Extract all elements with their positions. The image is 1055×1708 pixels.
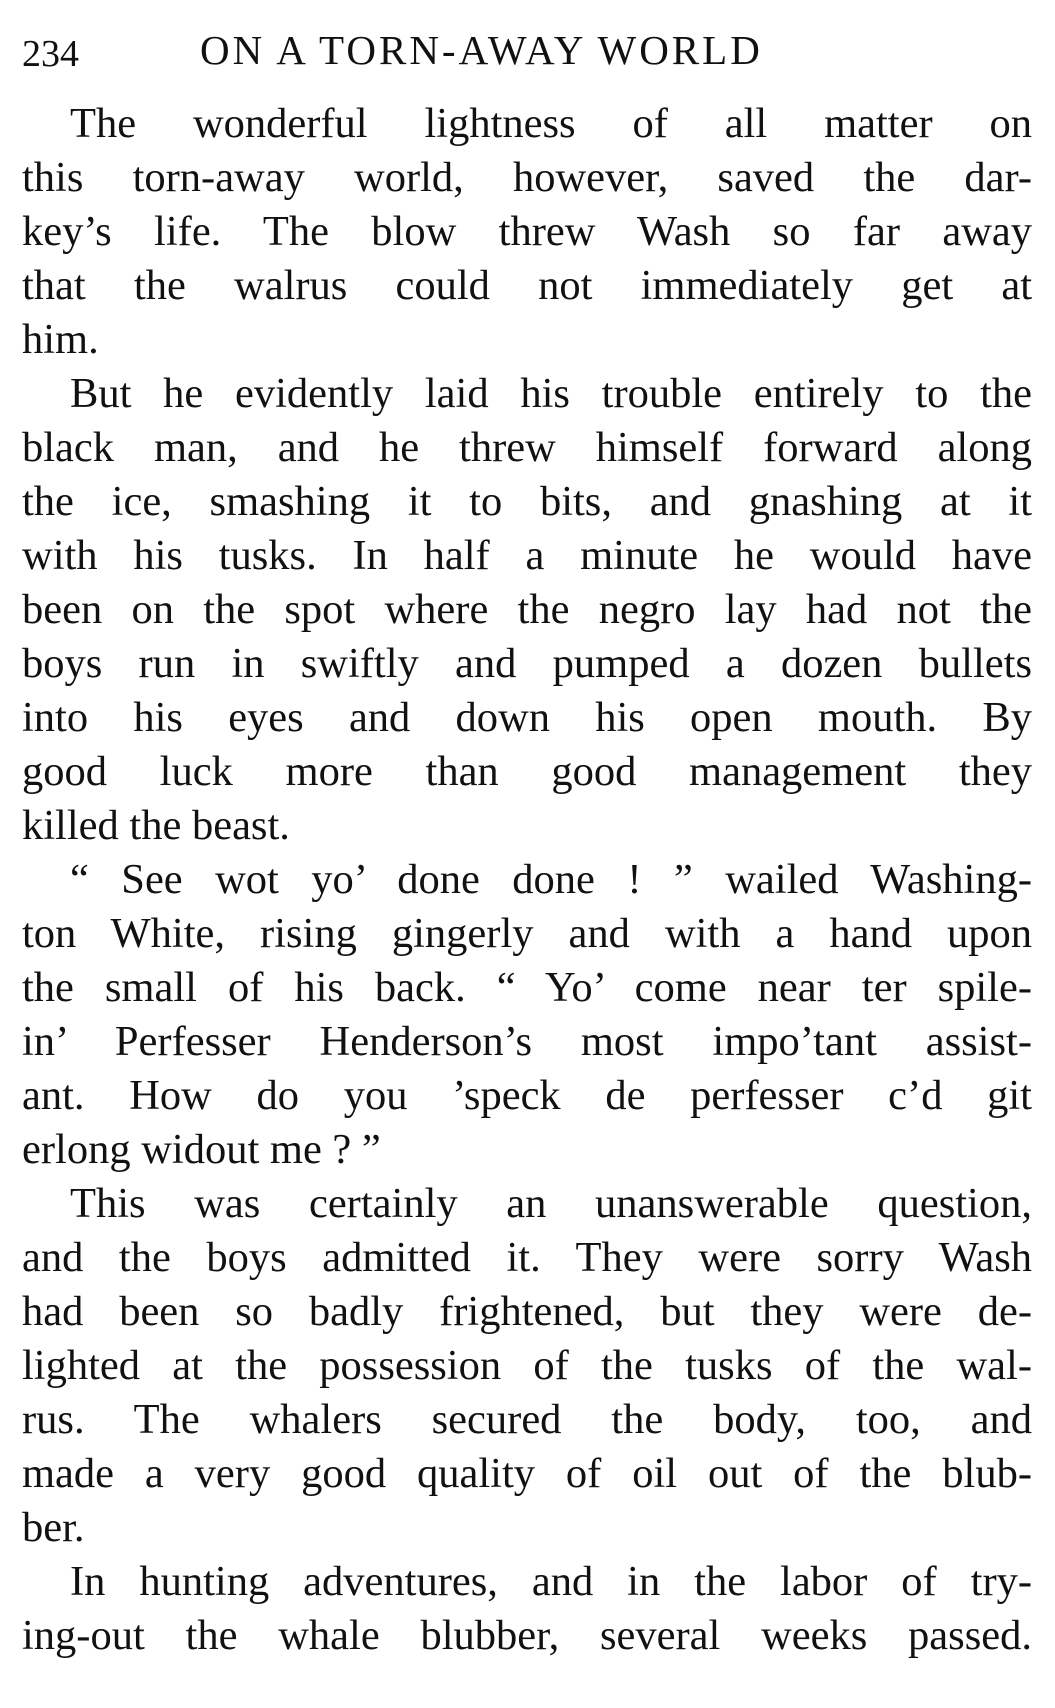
text-line: ber.	[22, 1504, 85, 1551]
text-line: “ See wot yo’ done done ! ” wailed Washing-	[70, 856, 1032, 903]
text-line: the small of his back. “ Yo’ come near ter spile-	[22, 964, 1032, 1011]
text-line: and the boys admitted it. They were sorry Wash	[22, 1234, 1032, 1281]
text-line: had been so badly frightened, but they were de-	[22, 1288, 1032, 1335]
text-line: good luck more than good management they	[22, 748, 1032, 795]
text-line: lighted at the possession of the tusks of the wal-	[22, 1342, 1032, 1389]
body-text	[22, 97, 1032, 1663]
text-line: erlong widout me ? ”	[22, 1126, 381, 1173]
text-line: boys run in swiftly and pumped a dozen bullets	[22, 640, 1032, 687]
text-line: key’s life. The blow threw Wash so far away	[22, 208, 1032, 255]
text-line: that the walrus could not immediately get at	[22, 262, 1032, 309]
text-line: made a very good quality of oil out of the blub-	[22, 1450, 1032, 1497]
text-line: But he evidently laid his trouble entirely to the	[70, 370, 1032, 417]
text-line: rus. The whalers secured the body, too, and	[22, 1396, 1032, 1443]
text-line: killed the beast.	[22, 802, 290, 849]
text-line: in’ Perfesser Henderson’s most impo’tant assist-	[22, 1018, 1032, 1065]
text-line: with his tusks. In half a minute he would have	[22, 532, 1032, 579]
text-line: this torn-away world, however, saved the dar-	[22, 154, 1032, 201]
text-line: into his eyes and down his open mouth. By	[22, 694, 1032, 741]
text-line: This was certainly an unanswerable question,	[70, 1180, 1032, 1227]
text-line: ton White, rising gingerly and with a hand upon	[22, 910, 1032, 957]
text-line: him.	[22, 316, 99, 363]
text-line: The wonderful lightness of all matter on	[70, 100, 1032, 147]
text-line: In hunting adventures, and in the labor of try-	[70, 1558, 1032, 1605]
text-line: ant. How do you ’speck de perfesser c’d git	[22, 1072, 1032, 1119]
text-line: the ice, smashing it to bits, and gnashing at it	[22, 478, 1032, 525]
text-line: ing-out the whale blubber, several weeks passed.	[22, 1612, 1032, 1659]
text-line: been on the spot where the negro lay had not the	[22, 586, 1032, 633]
text-line: black man, and he threw himself forward along	[22, 424, 1032, 471]
page-number: 234	[22, 33, 79, 75]
running-title: ON A TORN-AWAY WORLD	[200, 27, 763, 73]
running-head	[22, 22, 1032, 82]
